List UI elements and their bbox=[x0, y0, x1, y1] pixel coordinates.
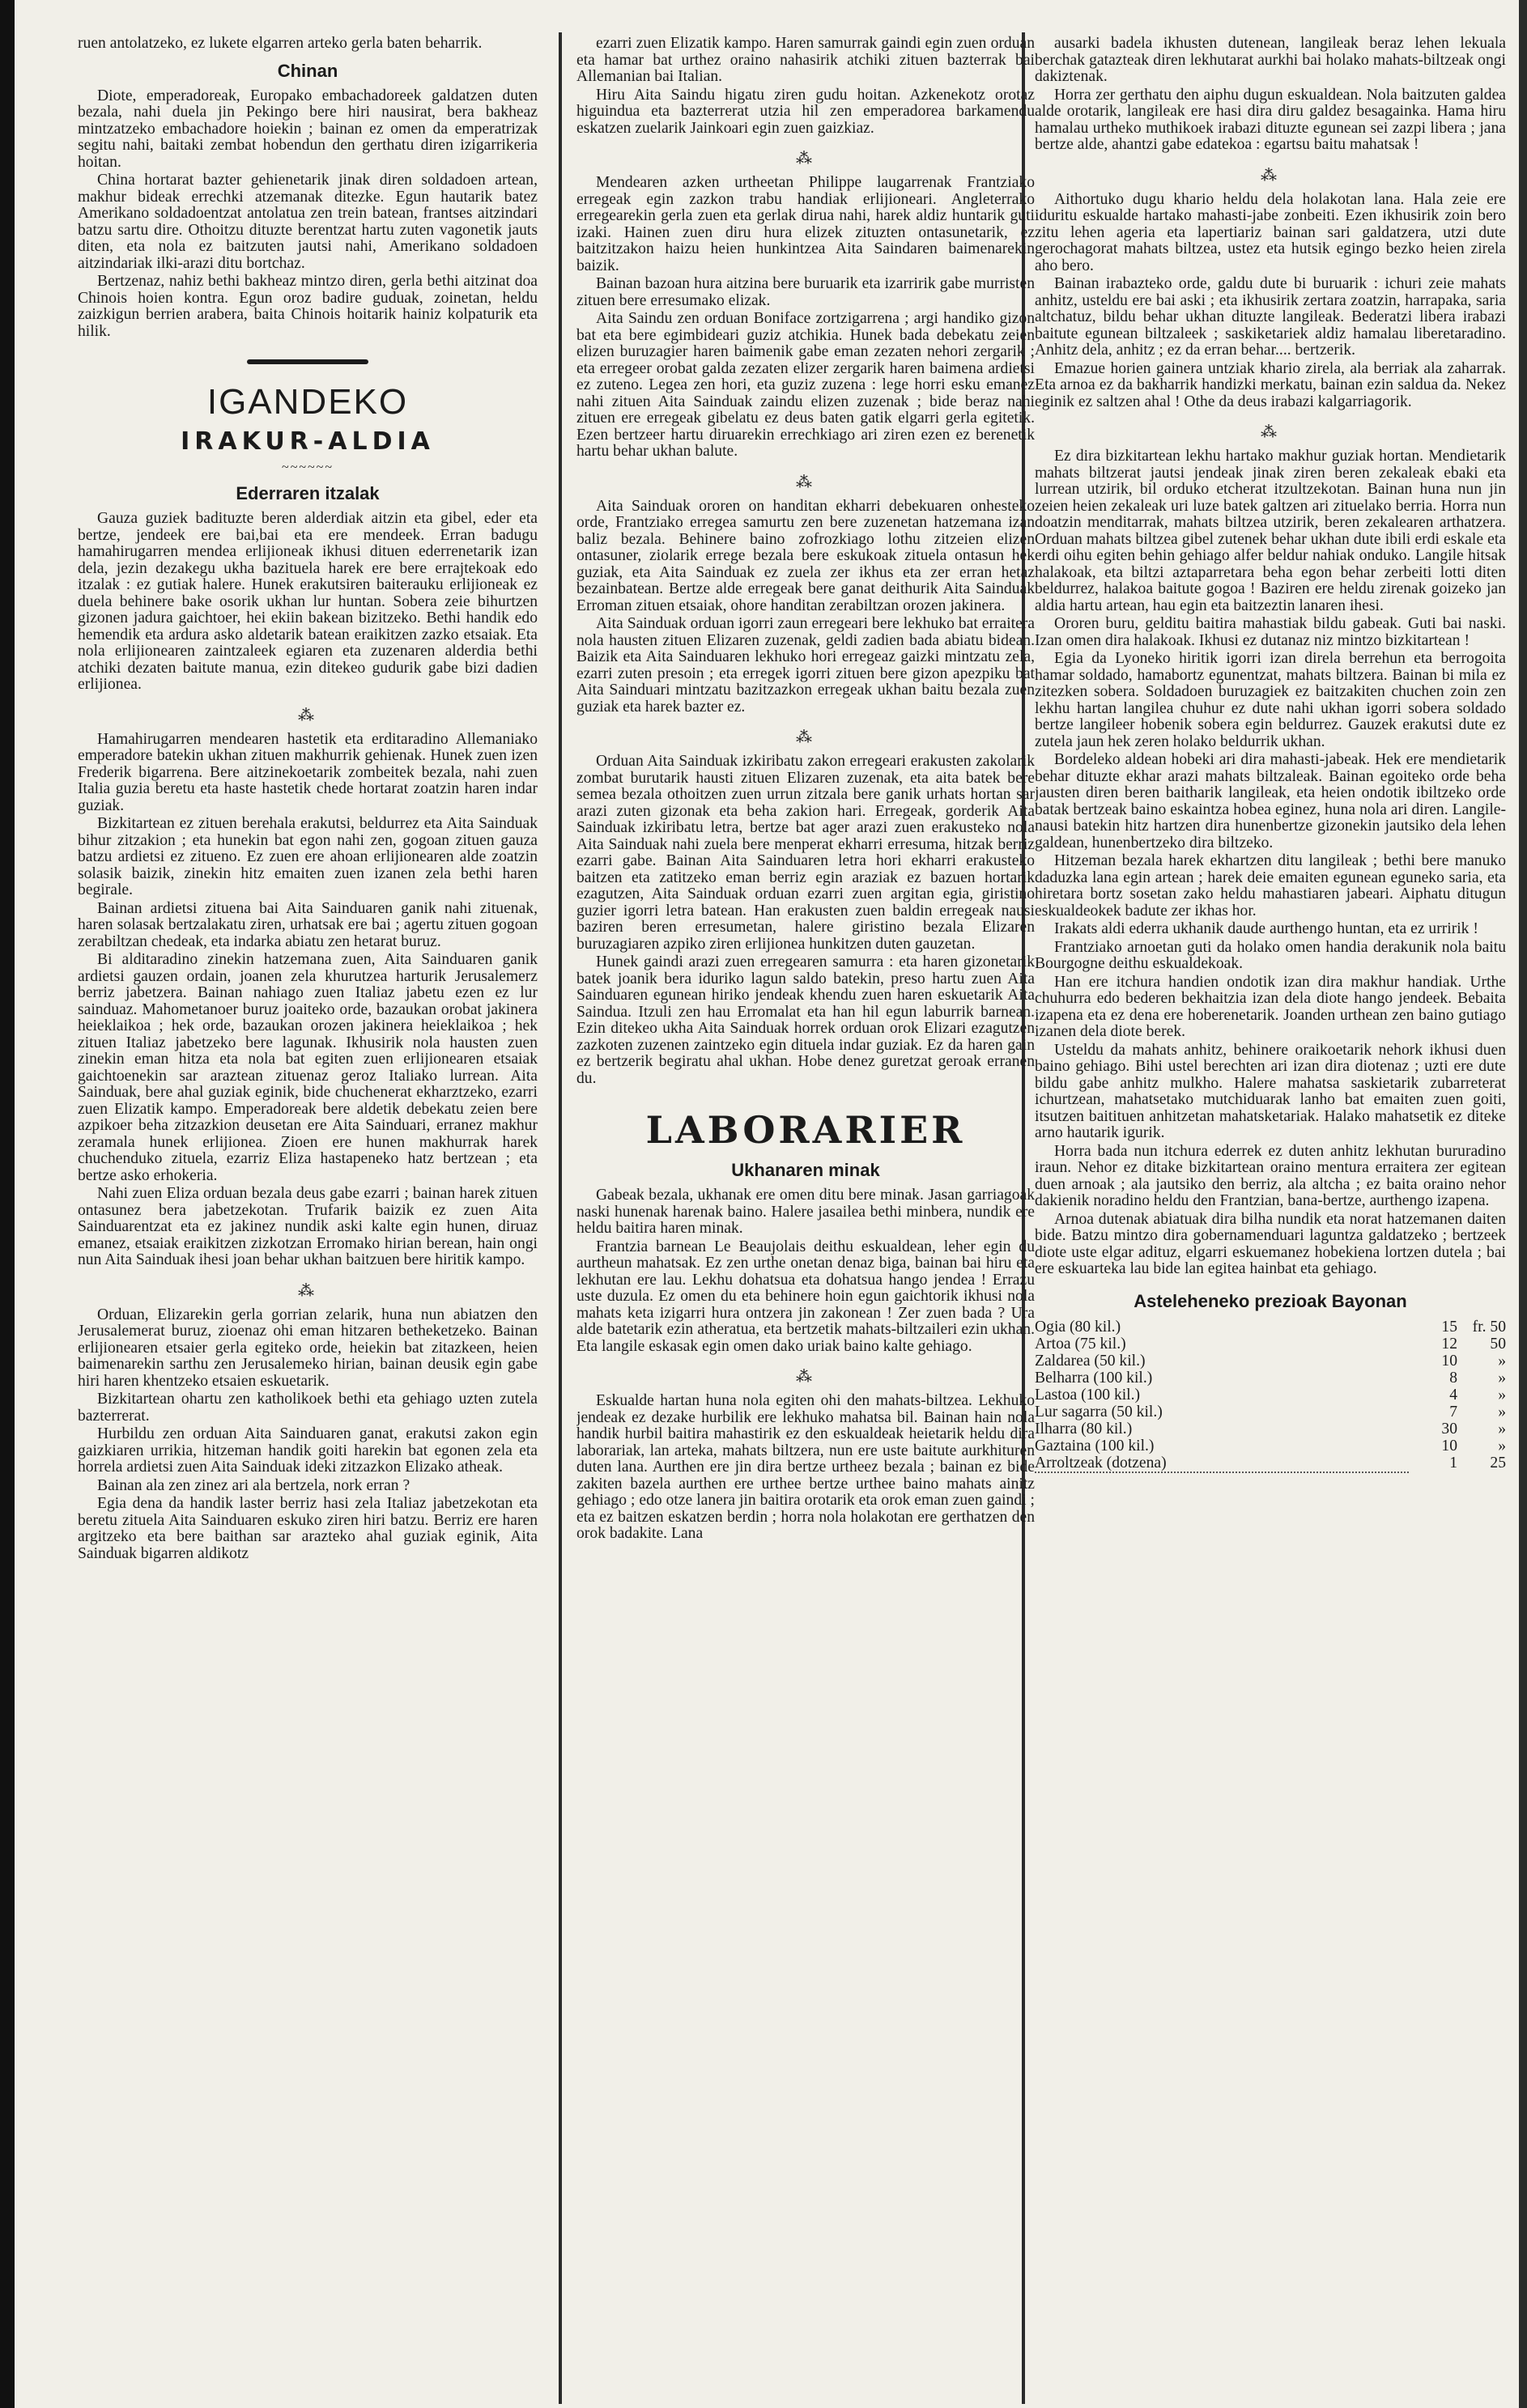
price-value: 10 bbox=[1441, 1352, 1457, 1370]
price-row bbox=[1035, 1370, 1506, 1387]
article-body bbox=[576, 1187, 1035, 1355]
price-item-name: Gaztaina (100 kil.) bbox=[1035, 1437, 1155, 1455]
paragraph: China hortarat bazter gehienetarik jinak diren soldadoen artean, makhur bideak errechki atzemanak ditezke. Egun hautarik batez Amerikano soldadoentzat antolatua zen trein batean, frantses aitzindari batzu sartu dire. Othoitzu dituzte berentzat hartu zuten vagonetik jauts diten, eta nola ez baitzuten jautsi nahi, Amerikano soldadoen aitzindariak ilki-arazi ditu bortchaz. bbox=[78, 172, 538, 272]
article-chinan bbox=[78, 88, 538, 341]
paragraph: Frantziako arnoetan guti da holako omen handia derakunik nola baitu Bourgogne deithu eskualdekoak. bbox=[1035, 938, 1506, 972]
price-unit: » bbox=[1498, 1352, 1506, 1370]
paragraph: Hunek gaindi arazi zuen erregearen samurra : eta haren gizonetarik batek joanik bera iduriko lagun saldo batekin, preso hartu zuen Aita Sainduaren egunean hiriko jendeak khendu zuen haren eskuetarik Aita Saindua. Itzuli zen hau Erromalat eta han hil egun laburrik barnean. Ezin ditekeo ukha Aita Sainduak horrek orduan orok Elizari ezagutzen zazkoten zuzenen zaintzeko egin dituela indar guziak. Ez da haren gain ez bertzerik begiratu ahal ukhan. Hobe denez guretzat geroak erranen du. bbox=[576, 953, 1035, 1087]
paragraph: Ez dira bizkitartean lekhu hartako makhur guziak hortan. Mendietarik mahats biltzerat jautsi jendeak jinak ziren beren zekaleak ebaki eta lurrean utzirik, bil orduko etcherat itzultzekotan. Bainan huna nun jin zeien heien zekaleak uri luze batek galtzen ari zituelako berria. Horra nun doatzin menditarrak, mahats biltzea utzirik, beren zekalearen arthatzera. Orduan mahats biltzea gibel zutenek behar ukhan dute ibili erdi eskale eta erdi oihu egiten behin gehiago alfer beldur nahiak onduko. Langile hitsak halakoak, eta biltzi aztaparretara beha egon behar zerbeiti lotti diten beldurrez, halakoa baitute gogoa ! Baziren ere heldu zirenak goizeko jan aldia hartu artean, hau egin eta baitzeztin lanaren ihesi. bbox=[1035, 448, 1506, 614]
paragraph: Nahi zuen Eliza orduan bezala deus gabe ezarri ; bainan harek zituen ontasunez bera jabetzekotan. Trufarik baizik ez zuen Aita Sainduarentzat eta ez jakinez nundik aski kalte egin hunen, diruaz emanez, etsaiak eraikitzen zizkotzan Erromako hirian berean, hain ongi nun Aita Sainduak ihesi joan behar ukhan baitzuen bere hiritik kampo. bbox=[78, 1185, 538, 1268]
price-item-name: Arroltzeak (dotzena) bbox=[1035, 1455, 1409, 1472]
price-value: 4 bbox=[1449, 1386, 1457, 1404]
paragraph: Bertzenaz, nahiz bethi bakheaz mintzo diren, gerla bethi aitzinat doa Chinois hoien kontra. Egun oroz badire guduak, zoinetan, heldu zaizkigun berrien arabera, baita Chinois hoitarik hainiz kolpaturik eta hilik. bbox=[78, 273, 538, 340]
paragraph: Gauza guziek badituzte beren alderdiak aitzin eta gibel, eder eta bertze, jendeek ere bai,bai eta ere mendeek. Erran badugu hamahirugarren mendea erlijioneak ikhusi dituen ederrenetarik izan dela, jezin dezakegu ukha bazituela harek ere bere errajtekoak edo itzalak : ez gutiak halere. Hunek erakutsiren baiterauku erlijioneak ez duela behinere bake osorik ukhan lur huntan. Sobera zeie bihurtzen gizonen jadura gaichtoer, hei ekiin bakean bizitzeko. Bethi handik edo hemendik eta ardura asko aldetarik batean eraikitzen zazko etsaiak. Eta nola erlijionearen zaintzaleek egiaren eta zuzenaren alderdia bethi atchiki dezaten baitute manua, ezin ditekeo gudurik gabe bizi dadien erlijionea. bbox=[78, 510, 538, 693]
price-row bbox=[1035, 1319, 1506, 1336]
paragraph: Bainan irabazteko orde, galdu dute bi buruarik : ichuri zeie mahats anhitz, usteldu ere bai aski ; eta ikhusirik zertara zoatzin, harrapaka, saria altchatuz, bildu behar ukhan dituzte langileak. Bederatzi libera irabazi baitute egunean biltzaleek ; saskiketariek aldiz hamalau liberetaradino. Anhitz dela, anhitz ; ez da erran behar.... bertzerik. bbox=[1035, 275, 1506, 359]
paragraph: Bizkitartean ez zituen berehala erakutsi, beldurrez eta Aita Sainduak bihur zitzakion ; eta hunekin bat egon nahi zen, gogoan zituen gauza batzu ardietsi ez zitueno. Ez zuen ere ahoan erlijionearen alde zoatzin solasik baizik, zinekin hitz emaiten zuen izanen zela bethi haren begirale. bbox=[78, 815, 538, 898]
ornament: ~~~~~~ bbox=[282, 461, 334, 474]
price-item-name: Lastoa (100 kil.) bbox=[1035, 1386, 1141, 1404]
paragraph: Arnoa dutenak abiatuak dira bilha nundik eta norat hatzemanen daiten bide. Batzu mintzo dira gobernamenduari laguntza galdatzeko ; bertzeek diote uste elgar adituz, elgarri eskuemanez hobekiena lortzen dutela ; bai ere eskuarteka lau bide lan egitea hainbat eta gehiago. bbox=[1035, 1210, 1506, 1277]
paragraph: Ororen buru, gelditu baitira mahastiak bildu gabeak. Guti bai naski. Izan omen dira halakoak. Ikhusi ez dutanaz niz mintzo bizkitartean ! bbox=[1035, 615, 1506, 649]
paragraph: Aithortuko dugu khario heldu dela holakotan lana. Hala zeie ere iduritu eskualde hartako mahasti-jabe zonbeiti. Ezen ikhusirik zoin bero zitu lehen ageria eta lapertiariz bainan sari galdatzera, utzi dute gerochagorat mahats biltzea, ustez eta hutsik egingo bezko heien zirela aho bero. bbox=[1035, 190, 1506, 274]
paragraph: Eskualde hartan huna nola egiten ohi den mahats-biltzea. Lekhuko jendeak ez dezake hurbilik ere lekhuko mahatsa bil. Bainan hain nola handik hurbil baitira mahastirik ez den eskualdeak heietarik heldu dira laborariak, lan arteka, mahats biltzera, nun ere uste baitute aurkhituren duten lana. Aurthen ere jin dira bertze urtheez bezala ; bainan ez bide zakiten bazela aurthen ere urthee bertze urthee baino mahats ainitz gehiago ; edo otze lanera jin baitira orotarik eta orok eman zuen gaindi ; eta ez baitzen eskatzen berdin ; horra nola holakotan ere gerthatzen den orok badakite. Lana bbox=[576, 1392, 1035, 1542]
price-unit: 25 bbox=[1490, 1455, 1506, 1472]
paragraph: Bainan ala zen zinez ari ala bertzela, nork erran ? bbox=[97, 1476, 410, 1494]
paragraph: Frantzia barnean Le Beaujolais deithu eskualdean, leher egin du aurtheun mahatsak. Ez zen urthe onetan denaz biga, bainan bai hiru eta lekhutan ere lau. Lekhu dohatsua eta dohatsua hango jendea ! Errazu uste duzula. Ez omen du eta behinere hoin egun gaichtorik ikhusi nola mahats keta izigarri hura ontzera jin zakonean ! Zer zuen bada ? Ura alde batetarik ezin atheratua, eta bertzetik mahats-biltzaileri ezin ukhan. Eta langile eskasak egin omen dako uriak baino kalte gehiago. bbox=[576, 1238, 1035, 1355]
article-body bbox=[1035, 36, 1506, 154]
article-heading: Ukhanaren minak bbox=[731, 1160, 880, 1180]
section-title-laborarier: LABORARIER bbox=[645, 1108, 966, 1152]
price-item-name: Artoa (75 kil.) bbox=[1035, 1335, 1126, 1353]
column-rule bbox=[559, 32, 562, 2404]
section-separator: ⁂ bbox=[796, 728, 815, 746]
paragraph: ausarki badela ikhusten dutenean, langileak beraz lehen lekuala berchak gatazteak diren lekhutarat aurkhi bai holako mahats-biltzeak ongi dakiztenak. bbox=[1035, 36, 1506, 85]
price-value: 12 bbox=[1441, 1335, 1457, 1353]
section-separator: ⁂ bbox=[1261, 423, 1280, 441]
article-heading: Ederraren itzalak bbox=[236, 483, 380, 503]
article-body bbox=[576, 754, 1035, 1087]
price-unit: » bbox=[1498, 1386, 1506, 1404]
paragraph: Horra zer gerthatu den aiphu dugun eskualdean. Nola baitzuten galdea alde orotarik, langileak ere hasi dira diru galdez besagainka. Hama hiru hamalau urtheko muthikoek irabazi dituzte egunean sei zazpi libera ; jana bertze alde, ahantzi gabe edatekoa : egartsu baitu mahatsak ! bbox=[1035, 86, 1506, 153]
section-heading-chinan: Chinan bbox=[277, 60, 338, 81]
paragraph: Bi alditaradino zinekin hatzemana zuen, Aita Sainduaren ganik ardietsi gauzen ordain, joanen zela khurutzea harturik Jerusalemerz berriz jabetzera. Bainan nahiago zuen Italiaz jabetu ezen ez lur sainduaz. Mahometanoer buruz joaiteko orde, bazaukan orobat jakinera heieklaikoa ; hek orde, bazaukan orozen jakinera heieklaikoa ; hek zituen Italiaz jabetzeko bere lagunak. Ikhusirik nola hausten zuen zinekin eman hitza eta nola bat egiten zuen erlijionearen etsaiak gaichtoenekin sar araztean zituenaz geroz Italiako lurrean. Aita Sainduak, bere ahal guziak eginik, bide chuchenerat ekharztzeko, ezarri zuen Elizatik kampo. Emperadoreak bere aldetik debekatu zeien bere azpikoer beha zitzazkion deusetan ere Aita Sainduari, erranez makhur zeramala hunek erlijionea. Zioen ere hunen makhurrak harek chuchenduko zituela, ezarriz Eliza hastapeneko hatz bertzean ; eta bertze asko erhokeria. bbox=[78, 951, 538, 1184]
paragraph: ruen antolatzeko, ez lukete elgarren arteko gerla baten beharrik. bbox=[78, 36, 483, 52]
column-1 bbox=[78, 36, 538, 2400]
paragraph: Bainan ardietsi zituena bai Aita Sainduaren ganik nahi zituenak, haren solasak bertzalakatu ziren, urhatsak ere bai ; agertu zituen gogoan zerabiltzan chedeak, eta indarka abiatu zen hetarat buruz. bbox=[78, 899, 538, 950]
article-body bbox=[78, 511, 538, 694]
price-value: 7 bbox=[1449, 1403, 1457, 1421]
paragraph: Orduan, Elizarekin gerla gorrian zelarik, huna nun abiatzen den Jerusalemerat buruz, zioenaz ohi eman hitzaren betheketzeko. Bainan erlijionearen etsaier gerla egiteko orde, heiekin bat zitazkeen, heien baimenarekin sarthu zen Jerusalemeko hirian, bainan deusik egin gabe hiri haren khentzeko etsaien eskuetarik. bbox=[78, 1306, 538, 1390]
price-value: 1 bbox=[1449, 1455, 1457, 1472]
paragraph: Bainan bazoan hura aitzina bere buruarik eta izarririk gabe murristen zituen bere erresumako elizak. bbox=[576, 275, 1035, 309]
paragraph: Horra bada nun itchura ederrek ez duten anhitz lekhutan bururadino iraun. Nehor ez ditake bizkitartean oraino mentura erraitera zer egitean duen arnoak ; ala jautsiko den berriz, ala altcha ; ez baita oraino nehor dakienik noradino heldu den Frantzian, bana-bertze, aurthengo izapena. bbox=[1035, 1142, 1506, 1209]
price-unit: fr. 50 bbox=[1472, 1318, 1506, 1336]
paragraph: Diote, emperadoreak, Europako embachadoreek galdatzen duten bezala, nahi duela jin Pekingo bere hiri nausirat, bera bakheaz mintzatzeko embachadore hoiekin ; bainan ez omen da emperatrizak segitu nahi, baitaki zembat hobendun den gerthatu diren izigarrikeria hoitan. bbox=[78, 87, 538, 171]
price-item-name: Zaldarea (50 kil.) bbox=[1035, 1352, 1146, 1370]
paragraph: Egia dena da handik laster berriz hasi zela Italiaz jabetzekotan eta beretu zituela Aita Sainduaren eskuko ziren hiri batzu. Berriz ere haren argitzeko eta bere baithan sar arazteko ahal guziak eginik, Aita Sainduak bigarren aldikotz bbox=[78, 1495, 538, 1562]
paragraph: Hiru Aita Saindu higatu ziren gudu hoitan. Azkenekotz orotaz higuindua eta bazterrerat utzia hil zen emperadorea barkamendu eskatzen zuelarik Jainkoari egin zuen gaizkiaz. bbox=[576, 86, 1035, 137]
column-2 bbox=[576, 36, 1035, 2400]
article-body bbox=[576, 499, 1035, 716]
paragraph: Bordeleko aldean hobeki ari dira mahasti-jabeak. Hek ere mendietarik behar dituzte ekhar arazi mahats biltzaleak. Bainan egoiteko orde beha jausten diren beren baitharik langileak, eta heien ondotik ibiltzeko orde batak bertzeak baino eskaintza hobea eginez, huna nola ari diren. Langile-nausi batekin hitz hartzen dira hunenbertze gizonekin jautsiko dela lehen galdean, hunenbertzeko dira biltzeko. bbox=[1035, 751, 1506, 852]
paragraph: Bizkitartean ohartu zen katholikoek bethi eta gehiago uzten zutela bazterrerat. bbox=[78, 1391, 538, 1425]
price-item-name: Lur sagarra (50 kil.) bbox=[1035, 1403, 1163, 1421]
price-row bbox=[1035, 1336, 1506, 1353]
price-item-name: Ilharra (80 kil.) bbox=[1035, 1420, 1133, 1438]
price-row bbox=[1035, 1387, 1506, 1404]
paragraph: Aita Sainduak ororen on handitan ekharri debekuaren onhesteko orde, Frantziako erregea samurtu zen bere zuzenetan hatzemana izan baliz bezala. Behinere baino zofrozkiago lothu zitzeien elizen ontasuner, ziolarik errege bezala bere eskukoak zituela ontasun hek guziak, eta Aita Sainduak ez zuela zer ikhus eta zer erran hetaz bezainbatean. Bertze alde erregeak bere ganat deithurik Aita Sainduak Erroman zituen etsaiak, ohore handitan zerabiltzan orozen jakinera. bbox=[576, 497, 1035, 614]
paragraph: Hurbildu zen orduan Aita Sainduaren ganat, erakutsi zakon egin gaizkiaren urrikia, hitzeman handik goiti harekin bat egonen zela eta horrela ardietsi zuen Aita Sainduak ideki zitzazkon Elizako atheak. bbox=[78, 1425, 538, 1476]
paragraph: ezarri zuen Elizatik kampo. Haren samurrak gaindi egin zuen orduan eta hamar bat urthez oraino nahasirik atchiki zituen bazterrak bai Allemanian bai Italian. bbox=[576, 36, 1035, 85]
article-body bbox=[78, 1307, 538, 1563]
paragraph: Aita Saindu zen orduan Boniface zortzigarrena ; argi handiko gizon bat eta bere egimbideari guziz atchikia. Hunek bada debekatu zeien elizen buruzagier haren baimenik gabe eman zezaten nehori zergarik ; eta erregeer orobat galda zezaten elizer zergarik haren baimena ardietsi ez zuteno. Legea zen hori, eta guziz zuzena : lege horri esku emanez nahi zituen Aita Sainduak zaindu elizen zuzenak ; bide beraz nahi zituen ere erregeak gibelatu ez deus baten gatik elgarri gerla egitetik. Ezen bertzeer hartu diruarekin errechkiago ari ziren ezen ez berenetik hartu behar ukhan balute. bbox=[576, 310, 1035, 460]
price-item-name: Ogia (80 kil.) bbox=[1035, 1318, 1121, 1336]
price-unit: » bbox=[1498, 1403, 1506, 1421]
article-body bbox=[576, 36, 1035, 137]
price-value: 30 bbox=[1441, 1420, 1457, 1438]
price-row bbox=[1035, 1353, 1506, 1370]
divider bbox=[247, 359, 368, 364]
feature-subtitle: IRAKUR-ALDIA bbox=[181, 427, 435, 456]
price-row bbox=[1035, 1438, 1506, 1455]
paragraph: Han ere itchura handien ondotik izan dira makhur handiak. Urthe chuhurra edo bederen bekhaitzia izan dela diote hango jendeek. Bebaita izapena eta ez dena ere hoberenetarik. Joanden urthean zen baino gutiago izanen dela diote berek. bbox=[1035, 973, 1506, 1040]
section-separator: ⁂ bbox=[1261, 166, 1280, 185]
article-body bbox=[576, 1393, 1035, 1543]
price-unit: 50 bbox=[1490, 1335, 1506, 1353]
section-separator: ⁂ bbox=[796, 150, 815, 168]
price-value: 10 bbox=[1441, 1437, 1457, 1455]
paragraph: Aita Sainduak orduan igorri zaun erregeari bere lekhuko bat erraitera nola hausten zituen Elizaren zuzenak, geldi zadien bada abiatu bidean. Baizik eta Aita Sainduaren lekhuko hori erregeaz gaizki mintzatu zela, ezarri zuten presoin ; eta erregek igorri zituen bere gizon apezpiku bat Aita Sainduari mintzatu bazitzazkon erregeak ukhan baitu bezala zuen guziak eta harek bazter ez. bbox=[576, 615, 1035, 716]
price-row bbox=[1035, 1455, 1506, 1472]
paragraph: Mendearen azken urtheetan Philippe laugarrenak Frantziako erregeak egin zazkon trabu handiak erlijioneari. Angleterrako erregearekin gerla zuen eta gerlak dirua nahi, harek aldiz huntarik guti izaki. Hainen zuen diru hura elizek zituzten ontasunetarik, ez baitzitzakon haizu heien hunkintzea Aita Saindaren baimenarekin baizik. bbox=[576, 174, 1035, 274]
price-unit: » bbox=[1498, 1369, 1506, 1387]
paragraph: Emazue horien gainera untziak khario zirela, ala berriak ala zaharrak. Eta arnoa ez da bakharrik handizki merkatu, bainan ezin saldua da. Nekez eginik ez saltzen ahal ! Othe da deus irabazi kalgarriagorik. bbox=[1035, 359, 1506, 410]
article-body bbox=[1035, 192, 1506, 411]
price-row bbox=[1035, 1421, 1506, 1438]
paragraph: Hamahirugarren mendearen hastetik eta erditaradino Allemaniako emperadore batekin ukhan zituen makhurrik gehienak. Hunek zuen izen Frederik bigarrena. Bere aitzinekoetarik zombeitek bezala, nahi zuen Italia guzia beretu eta haste hastetik chede hortarat zoatzin haren indar guziak. bbox=[78, 730, 538, 814]
price-item-name: Belharra (100 kil.) bbox=[1035, 1369, 1153, 1387]
article-body bbox=[1035, 448, 1506, 1278]
price-unit: » bbox=[1498, 1437, 1506, 1455]
feature-title: IGANDEKO bbox=[206, 382, 409, 422]
paragraph: Irakats aldi ederra ukhanik daude aurthengo huntan, eta ez urririk ! bbox=[1054, 920, 1478, 937]
price-unit: » bbox=[1498, 1420, 1506, 1438]
price-row bbox=[1035, 1404, 1506, 1421]
section-separator: ⁂ bbox=[298, 706, 317, 724]
price-value: 15 bbox=[1441, 1318, 1457, 1336]
scan-right-edge bbox=[1519, 0, 1527, 2408]
section-separator: ⁂ bbox=[796, 473, 815, 491]
column-3 bbox=[1035, 36, 1506, 2400]
paragraph: Orduan Aita Sainduak izkiribatu zakon erregeari erakusten zakolarik zombat burutarik hausti zituen Elizaren zuzenak, eta aita batek bere semea bezala othoitzen zuen urrun zitzala bere ganik urhats hortan sar arazi zuten gizonak eta beha zakion hari. Erregeak, gorderik Aita Sainduak izkiribatu letra, bertze bat ager arazi zuen erakusteko nola Aita Sainduak nahi zuela bere menperat ekharri erresuma, hitzak berriz ezarri gabe. Bainan Aita Sainduaren letra hori ekharri erakusteko baitzen eta zatitzeko eman berriz egin araziak ez bazuen hortarik ezagutzen, Aita Sainduak orduan ezarri zuen argitan egia, giristino guzier igorri letra batean. Han erakusten zuen baldin erregeak nausi baziren beren erresumetan, halere giristino bezala Elizaren buruzagiaren azpiko ziren erlijionea hunkitzen duten gauzetan. bbox=[576, 753, 1035, 953]
paragraph: Egia da Lyoneko hiritik igorri izan direla berrehun eta berrogoita hamar soldado, hamabortz egunentzat, mahats biltzera. Bainan bi mila ez zitezken sobera. Soldadoen buruzagiek ez baitzakiten chuchen zoin zen lekhu hartan langilea chuhur ez dute nahi ukhan igorri sobera soldado bertze langileer hobenik sobera egin beldurrez. Gauzek erakutsi dute ez zutela jaun hek zeren holako beldurrik ukhan. bbox=[1035, 650, 1506, 750]
prices-title: Asteleheneko prezioak Bayonan bbox=[1134, 1290, 1407, 1311]
paragraph: Gabeak bezala, ukhanak ere omen ditu bere minak. Jasan garriagoak naski hunenak harenak baino. Halere jasailea bethi minbera, nundik ere heldu baitira haren minak. bbox=[576, 1187, 1035, 1237]
paragraph: Hitzeman bezala harek ekhartzen ditu langileak ; bethi bere manuko daduzka lana egin artean ; harek deie emaiten egunean eguneko saria, eta hiretara bortz sosetan zako heldu mahastiaren jabeari. Aiphatu ditugun eskualdeokek badute zer ikhas hor. bbox=[1035, 852, 1506, 919]
article-body bbox=[78, 732, 538, 1269]
article-body bbox=[576, 175, 1035, 461]
section-separator: ⁂ bbox=[796, 1368, 815, 1386]
prices-table bbox=[1035, 1319, 1506, 1473]
paragraph: Usteldu da mahats anhitz, behinere oraikoetarik nehork ikhusi duen baino gehiago. Bihi ustel berechten ari izan dira diotenaz ; uzti ere dute bildu gabe anhitz mulkho. Halere mahatsa saskietarik zubarreterat ichurtzean, mahatsetako mutchiduarak lanho bat emaiten zuen goiti, itsutzen baitituen anhitzetan mahatsketariak. Halako mahatsetik ez diteke arno hautarik igurik. bbox=[1035, 1041, 1506, 1141]
scan-left-edge bbox=[0, 0, 15, 2408]
price-value: 8 bbox=[1449, 1369, 1457, 1387]
section-separator: ⁂ bbox=[298, 1281, 317, 1300]
